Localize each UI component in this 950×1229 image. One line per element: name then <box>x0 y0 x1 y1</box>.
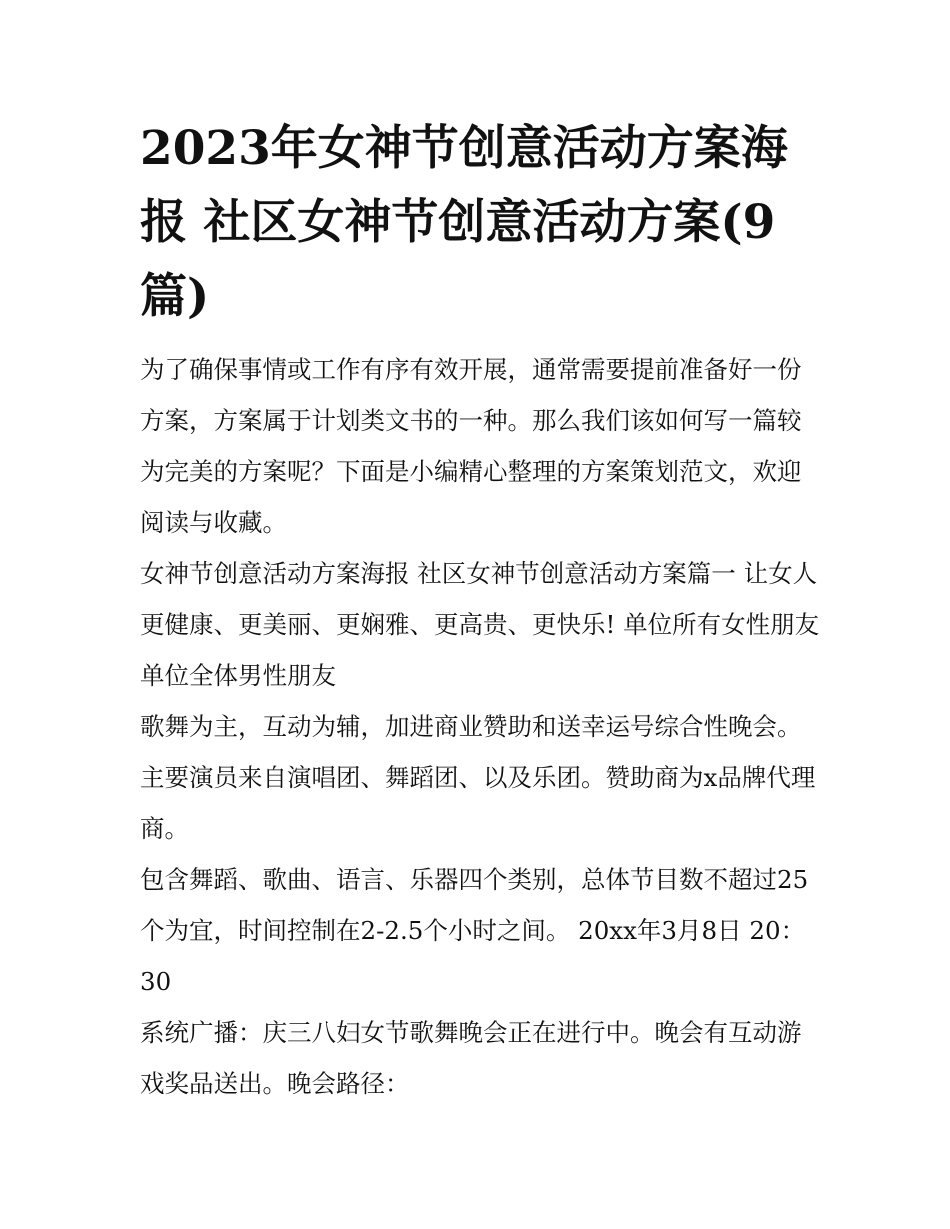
paragraph-theme: 女神节创意活动方案海报 社区女神节创意活动方案篇一 让女人更健康、更美丽、更娴雅、更高贵、更快乐! 单位所有女性朋友 单位全体男性朋友 <box>140 559 820 690</box>
paragraph-broadcast: 系统广播：庆三八妇女节歌舞晚会正在进行中。晚会有互动游戏奖品送出。晚会路径： <box>140 1018 802 1098</box>
paragraph-program: 包含舞蹈、歌曲、语言、乐器四个类别，总体节目数不超过25个为宜，时间控制在2-2.5个小时之间。 20xx年3月8日 20：30 <box>140 865 809 996</box>
paragraph-format: 歌舞为主，互动为辅，加进商业赞助和送幸运号综合性晚会。主要演员来自演唱团、舞蹈团、以及乐团。赞助商为x品牌代理商。 <box>140 712 816 843</box>
paragraph-intro: 为了确保事情或工作有序有效开展，通常需要提前准备好一份方案，方案属于计划类文书的一种。那么我们该如何写一篇较为完美的方案呢？下面是小编精心整理的方案策划范文，欢迎阅读与收藏。 <box>140 355 802 537</box>
document-title: 2023年女神节创意活动方案海报 社区女神节创意活动方案(9篇) <box>140 121 788 324</box>
document-page <box>140 112 820 1109</box>
